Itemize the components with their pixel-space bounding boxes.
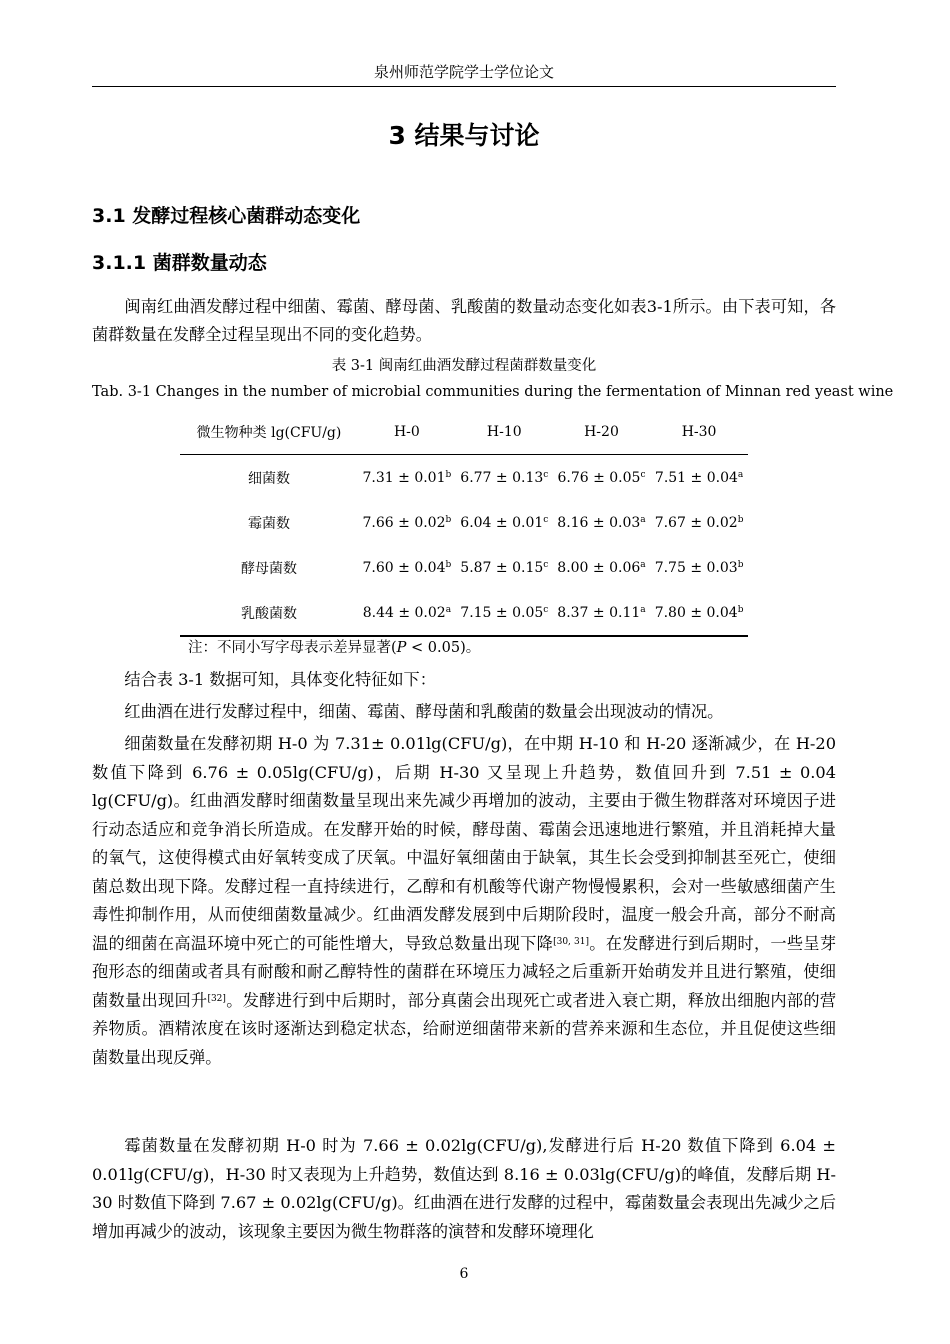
note-p-symbol: P bbox=[396, 640, 407, 656]
cell-value: 6.77 ± 0.13 bbox=[460, 469, 544, 486]
significance-letter: b bbox=[737, 514, 744, 525]
table-header-row bbox=[180, 410, 748, 455]
cell-value: 7.15 ± 0.05 bbox=[460, 604, 544, 621]
table-cell bbox=[358, 545, 456, 590]
table-cell bbox=[358, 455, 456, 501]
subsection-heading: 3.1.1 菌群数量动态 bbox=[92, 252, 267, 274]
significance-letter: b bbox=[737, 559, 744, 570]
cell-value: 7.60 ± 0.04 bbox=[362, 559, 446, 576]
significance-letter: a bbox=[640, 604, 646, 615]
cell-value: 7.66 ± 0.02 bbox=[362, 514, 446, 531]
row-label: 酵母菌数 bbox=[241, 560, 297, 577]
citation: [30, 31] bbox=[553, 936, 590, 947]
paragraph-text: 细菌数量在发酵初期 H-0 为 7.31± 0.01lg(CFU/g)，在中期 H-10 和 H-20 逐渐减少，在 H-20 数值下降到 6.76 ± 0.05lg(CFU/g)，后期 H-30 又呈现上升趋势，数值回升到 7.51 ± 0.04 lg(CFU/g)。红曲酒发酵时细菌数量呈现出来先减少再增加的波动，主要由于微生物群落对环境因子进行动态适应和竞争消长所造成。在发酵开始的时候，酵母菌、霉菌会迅速地进行繁殖，并且消耗掉大量的氧气，这使得模式由好氧转变成了厌氧。中温好氧细菌由于缺氧，其生长会受到抑制甚至死亡，使细菌总数出现下降。发酵过程一直持续进行，乙醇和有机酸等代谢产物慢慢累积，会对一些敏感细菌产生毒性抑制作用，从而使细菌数量减少。红曲酒发酵发展到中后期阶段时，温度一般会升高，部分不耐高温的细菌在高温环境中死亡的可能性增大，导致总数量出现下降 bbox=[92, 734, 836, 953]
cell-value: 7.67 ± 0.02 bbox=[654, 514, 738, 531]
table-header-cell: H-10 bbox=[486, 424, 522, 440]
table-header-cell: 微生物种类 lg(CFU/g) bbox=[196, 425, 342, 441]
significance-letter: b bbox=[737, 604, 744, 615]
table-cell bbox=[553, 455, 650, 501]
note-prefix: 注：不同小写字母表示差异显著( bbox=[188, 640, 397, 656]
cell-value: 7.31 ± 0.01 bbox=[362, 469, 446, 486]
table-cell bbox=[650, 500, 748, 545]
table-header-cell: H-30 bbox=[681, 424, 717, 440]
significance-letter: a bbox=[640, 559, 646, 570]
body-paragraph bbox=[92, 730, 836, 1072]
table-cell bbox=[358, 500, 456, 545]
body-paragraph: 霉菌数量在发酵初期 H-0 时为 7.66 ± 0.02lg(CFU/g),发酵进行后 H-20 数值下降到 6.04 ± 0.01lg(CFU/g)，H-30 时又表现为上升趋势，数值达到 8.16 ± 0.03lg(CFU/g)的峰值，发酵后期 H-30 时数值下降到 7.67 ± 0.02lg(CFU/g)。红曲酒在进行发酵的过程中，霉菌数量会表现出先减少之后增加再减少的波动，该现象主要因为微生物群落的演替和发酵环境理化 bbox=[92, 1136, 836, 1241]
note-suffix: < 0.05)。 bbox=[406, 640, 481, 656]
table-cell bbox=[553, 545, 650, 590]
table-cell bbox=[358, 590, 456, 636]
significance-letter: b bbox=[445, 514, 452, 525]
cell-value: 8.16 ± 0.03 bbox=[557, 514, 641, 531]
significance-letter: c bbox=[640, 469, 646, 480]
table-header-cell: H-0 bbox=[393, 424, 420, 440]
cell-value: 8.00 ± 0.06 bbox=[557, 559, 641, 576]
table-caption-en: Tab. 3-1 Changes in the number of microbial communities during the fermentation of Minnan red yeast wine bbox=[92, 384, 894, 400]
table-cell bbox=[456, 545, 553, 590]
header-rule bbox=[92, 86, 836, 87]
table-cell bbox=[553, 590, 650, 636]
chapter-title: 3 结果与讨论 bbox=[388, 121, 540, 150]
cell-value: 8.44 ± 0.02 bbox=[362, 604, 446, 621]
table-cell bbox=[456, 590, 553, 636]
body-paragraph: 结合表 3-1 数据可知，具体变化特征如下： bbox=[124, 670, 436, 689]
table-cell bbox=[553, 500, 650, 545]
significance-letter: c bbox=[543, 514, 549, 525]
table-caption-cn: 表 3-1 闽南红曲酒发酵过程菌群数量变化 bbox=[331, 358, 597, 374]
row-label: 霉菌数 bbox=[248, 515, 290, 532]
table-row bbox=[180, 545, 748, 590]
table-cell bbox=[650, 545, 748, 590]
table-row bbox=[180, 455, 748, 501]
table-cell bbox=[650, 455, 748, 501]
significance-letter: a bbox=[640, 514, 646, 525]
row-label: 细菌数 bbox=[248, 470, 290, 487]
significance-letter: a bbox=[737, 469, 744, 480]
paragraph-text: 。在发酵进行到后期时，一些呈芽孢形态的细菌或者具有耐酸和耐乙醇特性的菌群在环境压力减轻之后重新开始萌发并且进行繁殖，使细菌数量出现回升 bbox=[92, 933, 837, 1010]
cell-value: 7.80 ± 0.04 bbox=[654, 604, 738, 621]
cell-value: 5.87 ± 0.15 bbox=[460, 559, 544, 576]
table-row bbox=[180, 590, 748, 636]
table-header-cell: H-20 bbox=[584, 424, 619, 440]
body-paragraph: 红曲酒在进行发酵过程中，细菌、霉菌、酵母菌和乳酸菌的数量会出现波动的情况。 bbox=[124, 702, 724, 721]
row-label: 乳酸菌数 bbox=[241, 605, 297, 622]
significance-letter: c bbox=[543, 469, 549, 480]
cell-value: 6.76 ± 0.05 bbox=[557, 469, 641, 486]
page-number: 6 bbox=[459, 1266, 469, 1282]
significance-letter: c bbox=[543, 604, 549, 615]
table-row bbox=[180, 500, 748, 545]
table-cell bbox=[456, 500, 553, 545]
significance-letter: c bbox=[543, 559, 549, 570]
table-cell bbox=[650, 590, 748, 636]
microbial-count-table bbox=[180, 410, 748, 637]
cell-value: 8.37 ± 0.11 bbox=[557, 604, 641, 621]
section-heading: 3.1 发酵过程核心菌群动态变化 bbox=[92, 205, 361, 227]
significance-letter: b bbox=[445, 559, 452, 570]
cell-value: 7.51 ± 0.04 bbox=[654, 469, 738, 486]
intro-paragraph: 闽南红曲酒发酵过程中细菌、霉菌、酵母菌、乳酸菌的数量动态变化如表3-1所示。由下表可知，各菌群数量在发酵全过程呈现出不同的变化趋势。 bbox=[92, 297, 836, 344]
cell-value: 6.04 ± 0.01 bbox=[460, 514, 544, 531]
paragraph-text: 。发酵进行到中后期时，部分真菌会出现死亡或者进入衰亡期，释放出细胞内部的营养物质。酒精浓度在该时逐渐达到稳定状态，给耐逆细菌带来新的营养来源和生态位，并且促使这些细菌数量出现反弹。 bbox=[92, 990, 837, 1067]
cell-value: 7.75 ± 0.03 bbox=[654, 559, 738, 576]
running-header: 泉州师范学院学士学位论文 bbox=[373, 63, 554, 81]
table-cell bbox=[456, 455, 553, 501]
significance-letter: a bbox=[445, 604, 452, 615]
significance-letter: b bbox=[445, 469, 452, 480]
table-note bbox=[188, 638, 480, 658]
citation: [32] bbox=[207, 993, 226, 1004]
